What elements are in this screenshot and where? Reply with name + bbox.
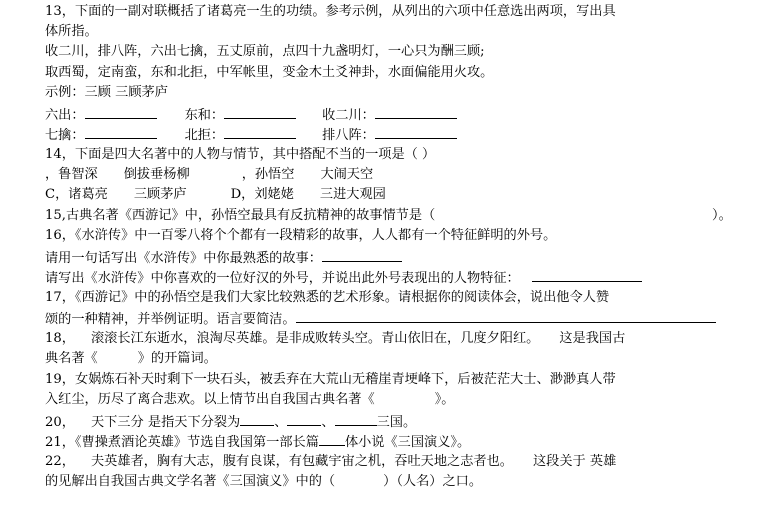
q13-line1: 13，下面的一副对联概括了诸葛亮一生的功绩。参考示例，从列出的六项中任意选出两项，写出具 [45, 4, 616, 19]
q16-story-prompt: 请用一句话写出《水浒传》中你最熟悉的故事： [45, 251, 322, 266]
answer-blank-nickname[interactable] [532, 267, 642, 282]
q14-options-cd [45, 185, 386, 205]
q13-row1 [45, 104, 457, 126]
q13-line2: 体所指。 [45, 24, 98, 39]
q14-options-ab [45, 165, 373, 185]
q14-option-a[interactable]: ，鲁智深 [45, 167, 98, 182]
q18-line1 [45, 329, 625, 349]
q22-line1 [45, 452, 616, 472]
q14-option-a-plot: 倒拔垂杨柳 [123, 167, 190, 182]
answer-blank-donghe[interactable] [224, 104, 296, 119]
q18-number: 18， [45, 331, 75, 346]
q22-quote: 夫英雄者，胸有大志，腹有良谋，有包藏宇宙之机，吞吐天地之志者也。 [90, 454, 513, 469]
answer-blank-shouerchuan[interactable] [375, 104, 457, 119]
q22-prompt-start: 的见解出自我国古典文学名著《三国演义》中的（ [45, 474, 336, 489]
q15-text: 15,古典名著《西游记》中，孙悟空最具有反抗精神的故事情节是（ [45, 208, 436, 223]
q18-line2 [45, 349, 217, 369]
q14-option-d-plot: 三进大观园 [319, 187, 386, 202]
q22-prompt: 这段关于 英雄 [532, 454, 617, 469]
field-label-donghe: 东和： [184, 108, 225, 123]
q17-prompt: 颂的一种精神，并举例证明。语言要简洁。 [45, 312, 296, 327]
q19-prompt-end: 》。 [434, 392, 455, 407]
q16-line3 [45, 267, 642, 289]
q22-number: 22， [45, 454, 75, 469]
q20-separator-2: 、 [321, 415, 335, 430]
q14-option-c-plot: 三顾茅庐 [133, 187, 187, 202]
q22-line2 [45, 472, 482, 492]
q20-separator-1: 、 [274, 415, 288, 430]
q16-nickname-prompt: 请写出《水浒传》中你喜欢的一位好汉的外号，并说出此外号表现出的人物特征： [45, 271, 520, 286]
field-label-beiju: 北拒： [184, 128, 225, 143]
answer-blank-story[interactable] [322, 247, 402, 262]
q15-end: ）。 [712, 208, 732, 223]
q21-prompt: 21，《曹操煮酒论英雄》节选自我国第一部长篇 [45, 435, 319, 450]
q20-prompt-end: 三国。 [376, 415, 417, 430]
field-label-liuchu: 六出： [45, 108, 85, 123]
q19-prompt: 入红尘，历尽了离合悲欢。以上情节出自我国古典名著《 [45, 392, 375, 407]
q13-line3: 收二川，排八阵，六出七擒，五丈原前，点四十九盏明灯，一心只为酬三顾; [45, 44, 485, 59]
answer-blank-qiqin[interactable] [85, 124, 157, 139]
q21-prompt-end: 体小说《三国演义》。 [344, 435, 471, 450]
q14-option-b-plot: 大闹天空 [320, 167, 374, 182]
answer-blank-q17[interactable] [296, 308, 716, 323]
answer-blank-liuchu[interactable] [85, 104, 157, 119]
q18-prompt: 这是我国古 [559, 331, 626, 346]
q19-line2 [45, 390, 454, 410]
answer-blank-q20-2[interactable] [287, 411, 321, 426]
q19-line1: 19，女娲炼石补天时剩下一块石头，被丢弃在大荒山无稽崖青埂峰下，后被茫茫大士、渺渺真人带 [45, 372, 616, 387]
field-label-qiqin: 七擒： [45, 128, 85, 143]
q14-option-d[interactable]: D，刘姥姥 [230, 187, 294, 202]
answer-blank-paibazhen[interactable] [375, 124, 457, 139]
q21-line [45, 431, 470, 453]
answer-blank-beiju[interactable] [224, 124, 296, 139]
q13-line4: 取西蜀，定南蛮，东和北拒，中军帐里，变金木土爻神卦，水面偏能用火攻。 [45, 65, 494, 80]
field-label-paibazhen: 排八阵： [322, 128, 375, 143]
q20-prompt: 天下三分 是指天下分裂为 [90, 415, 241, 430]
answer-blank-q20-1[interactable] [240, 411, 274, 426]
q22-prompt-end: ）（人名）之口。 [383, 474, 483, 489]
q18-prompt-end: 》的开篇词。 [137, 351, 217, 366]
q17-line1: 17，《西游记》中的孙悟空是我们大家比较熟悉的艺术形象。请根据你的阅读体会，说出他令人赞 [45, 290, 610, 305]
q16-line1: 16，《水浒传》中一百零八将个个都有一段精彩的故事，人人都有一个特征鲜明的外号。 [45, 228, 557, 243]
q14-stem: 14，下面是四大名著中的人物与情节，其中搭配不当的一项是（ ） [45, 147, 436, 162]
q13-example: 示例：三顾 三顾茅庐 [45, 85, 168, 100]
field-label-shouerchuan: 收二川： [322, 108, 375, 123]
q18-prompt-start: 典名著《 [45, 351, 98, 366]
q16-line2 [45, 247, 402, 269]
answer-blank-q20-3[interactable] [335, 411, 377, 426]
q18-poem: 滚滚长江东逝水，浪淘尽英雄。是非成败转头空。青山依旧在，几度夕阳红。 [90, 331, 540, 346]
q13-row2 [45, 124, 457, 146]
q17-line2 [45, 308, 716, 330]
q14-option-c[interactable]: C，诸葛亮 [45, 187, 108, 202]
q20-line [45, 411, 416, 433]
q14-option-b[interactable]: ，孙悟空 [241, 167, 295, 182]
q20-number: 20， [45, 415, 75, 430]
answer-blank-q21[interactable] [319, 431, 345, 446]
